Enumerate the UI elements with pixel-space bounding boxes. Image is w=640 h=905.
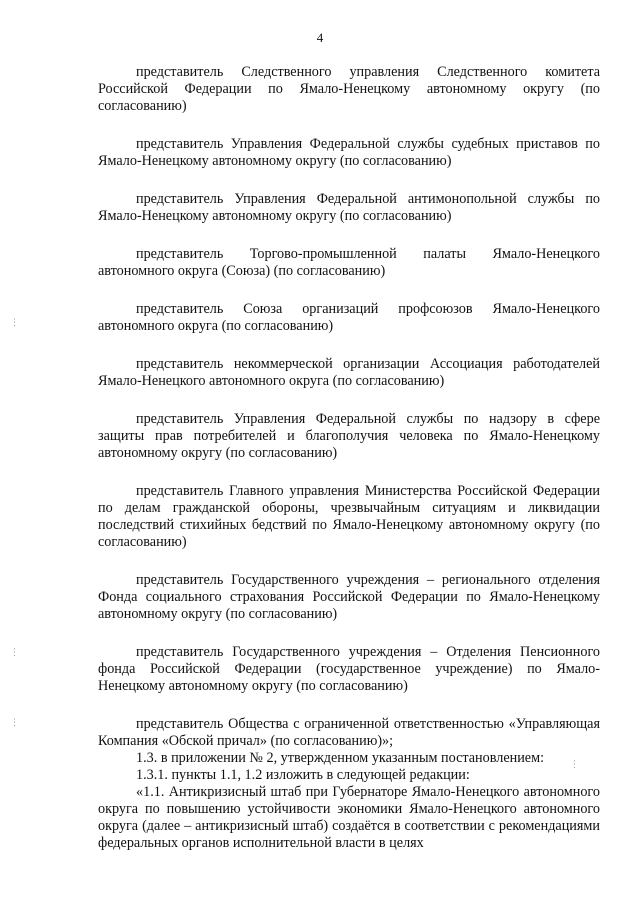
scan-margin-mark: ⋮ <box>10 648 19 658</box>
scan-margin-mark: ⋮ <box>10 718 19 728</box>
paragraph-representative-5: представитель Союза организаций профсоюзов Ямало-Ненецкого автономного округа (по согласованию) <box>98 301 600 334</box>
paragraph-representative-3: представитель Управления Федеральной антимонопольной службы по Ямало-Ненецкому автономному округу (по согласованию) <box>98 191 600 224</box>
paragraph-representative-4: представитель Торгово-промышленной палаты Ямало-Ненецкого автономного округа (Союза) (по согласованию) <box>98 246 600 279</box>
document-body <box>98 64 600 852</box>
paragraph-representative-2: представитель Управления Федеральной службы судебных приставов по Ямало-Ненецкому автономному округу (по согласованию) <box>98 136 600 169</box>
paragraph-representative-7: представитель Управления Федеральной службы по надзору в сфере защиты прав потребителей и благополучия человека по Ямало-Ненецкому автономному округу (по согласованию) <box>98 411 600 461</box>
paragraph-representative-11: представитель Общества с ограниченной ответственностью «Управляющая Компания «Обской причал» (по согласованию)»; <box>98 716 600 749</box>
paragraph-representative-8: представитель Главного управления Министерства Российской Федерации по делам гражданской обороны, чрезвычайным ситуациям и ликвидации последствий стихийных бедствий по Ямало-Ненецкому автономному округу (по согласованию) <box>98 483 600 550</box>
scan-margin-mark: ⋮ <box>10 318 19 328</box>
paragraph-quote-1-1: «1.1. Антикризисный штаб при Губернаторе Ямало-Ненецкого автономного округа по повышению устойчивости экономики Ямало-Ненецкого автономного округа (далее – антикризисный штаб) создаётся в соответствии с рекомендациями федеральных органов исполнительной власти в целях <box>98 784 600 851</box>
paragraph-item-1-3: 1.3. в приложении № 2, утвержденном указанным постановлением: <box>136 750 545 766</box>
paragraph-representative-9: представитель Государственного учреждения – регионального отделения Фонда социального страхования Российской Федерации по Ямало-Ненецкому автономному округу (по согласованию) <box>98 572 600 622</box>
page-number: 4 <box>316 30 324 45</box>
paragraph-representative-6: представитель некоммерческой организации Ассоциация работодателей Ямало-Ненецкого автономного округа (по согласованию) <box>98 356 600 389</box>
paragraph-representative-1: представитель Следственного управления Следственного комитета Российской Федерации по Ямало-Ненецкому автономному округу (по согласованию) <box>98 64 600 114</box>
paragraph-item-1-3-1: 1.3.1. пункты 1.1, 1.2 изложить в следующей редакции: <box>136 767 470 783</box>
scan-margin-mark: ⋮ <box>570 760 579 770</box>
paragraph-representative-10: представитель Государственного учреждения – Отделения Пенсионного фонда Российской Федерации (государственное учреждение) по Ямало-Ненецкому автономному округу (по согласованию) <box>98 644 600 694</box>
